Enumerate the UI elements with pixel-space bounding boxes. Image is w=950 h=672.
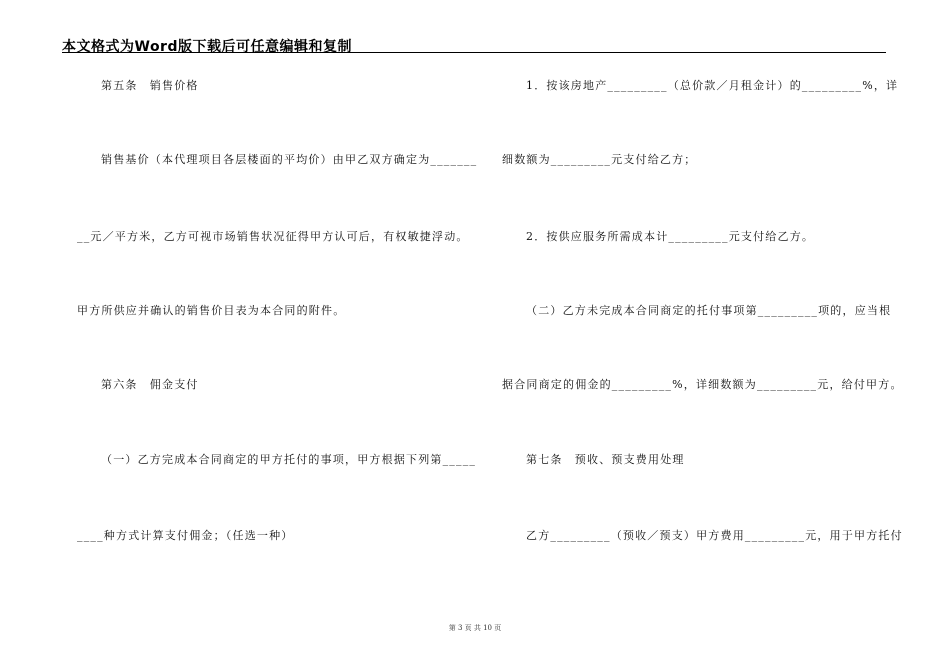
left-line-4: 甲方所供应并确认的销售价目表为本合同的附件。 bbox=[77, 304, 346, 317]
page-number: 第 3 页 共 10 页 bbox=[448, 624, 502, 632]
left-line-1: 第五条 销售价格 bbox=[101, 79, 199, 92]
right-line-2: 细数额为_________元支付给乙方； bbox=[502, 153, 697, 166]
right-line-1: 1．按该房地产_________（总价款／月租金计）的_________%，详 bbox=[526, 79, 899, 92]
left-line-5: 第六条 佣金支付 bbox=[101, 378, 199, 391]
right-line-4: （二）乙方未完成本合同商定的托付事项第_________项的，应当根 bbox=[526, 304, 892, 317]
right-line-6: 第七条 预收、预支费用处理 bbox=[526, 453, 685, 466]
right-line-7: 乙方_________（预收／预支）甲方费用_________元，用于甲方托付 bbox=[526, 529, 903, 542]
header-rule bbox=[62, 52, 886, 53]
right-line-5: 据合同商定的佣金的_________%，详细数额为_________元，给付甲方。 bbox=[502, 378, 903, 391]
document-header-title: 本文格式为Word版下载后可任意编辑和复制 bbox=[62, 39, 352, 55]
left-line-7: ____种方式计算支付佣金；（任选一种） bbox=[77, 529, 294, 542]
right-line-3: 2．按供应服务所需成本计_________元支付给乙方。 bbox=[526, 230, 815, 243]
left-line-3: __元／平方米，乙方可视市场销售状况征得甲方认可后，有权敏捷浮动。 bbox=[77, 230, 469, 243]
left-line-2: 销售基价（本代理项目各层楼面的平均价）由甲乙双方确定为_______ bbox=[101, 153, 478, 166]
left-line-6: （一）乙方完成本合同商定的甲方托付的事项，甲方根据下列第_____ bbox=[101, 453, 477, 466]
